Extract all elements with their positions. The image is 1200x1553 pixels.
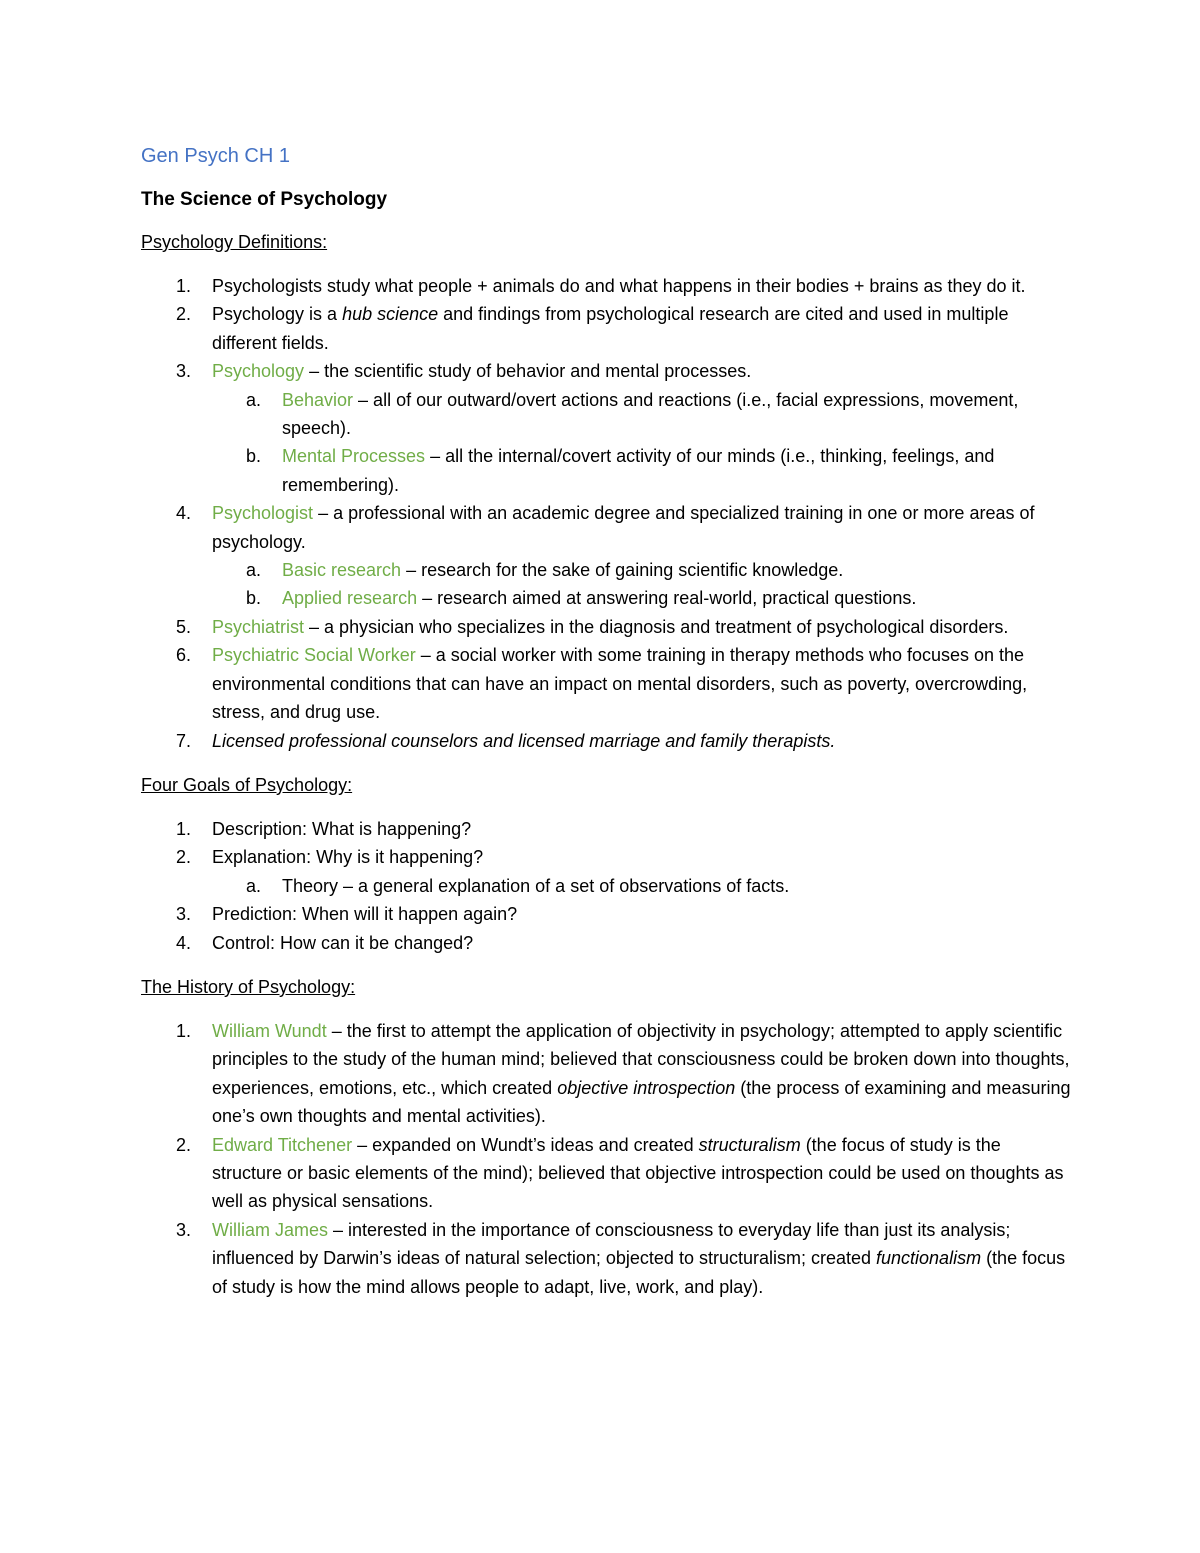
item-italic-term: hub science bbox=[342, 304, 439, 325]
item-text: – a physician who specializes in the diagnosis and treatment of psychological disorders. bbox=[304, 616, 1009, 637]
term-label: Psychology bbox=[212, 361, 305, 382]
list-number: 3. bbox=[176, 361, 192, 382]
list-item bbox=[141, 641, 1071, 726]
term-label: Psychiatrist bbox=[212, 616, 305, 637]
list-letter: a. bbox=[246, 389, 262, 410]
item-text: Prediction: When will it happen again? bbox=[212, 904, 518, 925]
list-item bbox=[141, 1017, 1071, 1131]
list-item bbox=[141, 357, 1071, 385]
list-number: 3. bbox=[176, 1219, 192, 1240]
term-label: Behavior bbox=[282, 389, 354, 410]
term-label: William James bbox=[212, 1219, 329, 1240]
term-label: Psychologist bbox=[212, 503, 314, 524]
list-item bbox=[141, 1216, 1071, 1301]
list-item bbox=[141, 300, 1071, 357]
term-label: Basic research bbox=[282, 560, 402, 581]
item-text: and findings from psychological research are cited and used in multiple different fields. bbox=[212, 304, 1009, 353]
list-number: 6. bbox=[176, 645, 192, 666]
item-text: – the scientific study of behavior and mental processes. bbox=[304, 361, 752, 382]
list-item bbox=[141, 815, 1071, 843]
list-item bbox=[141, 613, 1071, 641]
list-number: 7. bbox=[176, 730, 192, 751]
item-text: Control: How can it be changed? bbox=[212, 932, 474, 953]
document-page bbox=[141, 142, 1071, 1317]
item-text: Psychologists study what people + animals do and what happens in their bodies + brains as they do it. bbox=[212, 276, 1026, 296]
list-item bbox=[141, 499, 1071, 556]
list-item bbox=[141, 900, 1071, 928]
list-number: 1. bbox=[176, 276, 192, 296]
sub-list-item bbox=[141, 386, 1071, 443]
item-text: – interested in the importance of consciousness to everyday life than just its analysis; influenced by Darwin’s ideas of natural selection; objected to structuralism; created bbox=[212, 1219, 1011, 1269]
item-text: – the first to attempt the application of objectivity in psychology; attempted to apply scientific principles to the study of the human mind; believed that consciousness could be broken down into thoughts, experiences, emotions, etc., which created bbox=[212, 1020, 1070, 1098]
item-text: – all of our outward/overt actions and reactions (i.e., facial expressions, movement, speech). bbox=[282, 389, 1019, 439]
list-item bbox=[141, 843, 1071, 871]
section-heading-definitions: Psychology Definitions: bbox=[141, 232, 328, 252]
item-text: (the focus of study is the structure or basic elements of the mind); believed that objective introspection could be used on thoughts as well as physical sensations. bbox=[212, 1134, 1064, 1212]
sub-list-item bbox=[141, 556, 1071, 584]
item-text: – research for the sake of gaining scientific knowledge. bbox=[401, 560, 844, 581]
goals-list bbox=[141, 815, 1071, 957]
section-heading-four-goals: Four Goals of Psychology: bbox=[141, 774, 353, 795]
term-label: Mental Processes bbox=[282, 446, 426, 467]
list-letter: b. bbox=[246, 588, 262, 609]
item-text: – a social worker with some training in therapy methods who focuses on the environmental conditions that can have an impact on mental disorders, such as poverty, overcrowding, stress, and drug use. bbox=[212, 645, 1028, 723]
sub-list-item bbox=[141, 442, 1071, 499]
item-text: Theory – a general explanation of a set of observations of facts. bbox=[282, 875, 790, 896]
item-text: Explanation: Why is it happening? bbox=[212, 847, 484, 868]
item-text: Psychology is a bbox=[212, 304, 343, 325]
list-item bbox=[141, 1131, 1071, 1216]
list-letter: a. bbox=[246, 875, 262, 896]
list-letter: b. bbox=[246, 446, 262, 467]
document-title: Gen Psych CH 1 bbox=[141, 145, 290, 167]
item-text: – a professional with an academic degree and specialized training in one or more areas of psychology. bbox=[212, 503, 1035, 552]
term-label: Psychiatric Social Worker bbox=[212, 645, 416, 666]
list-number: 2. bbox=[176, 304, 192, 325]
list-number: 1. bbox=[176, 1020, 192, 1041]
section-heading-history: The History of Psychology: bbox=[141, 976, 356, 997]
definitions-list bbox=[141, 272, 1071, 755]
item-italic-text: Licensed professional counselors and licensed marriage and family therapists. bbox=[212, 730, 836, 751]
list-item bbox=[141, 929, 1071, 957]
list-number: 1. bbox=[176, 818, 192, 839]
list-item bbox=[141, 727, 1071, 755]
item-text: – research aimed at answering real-world, practical questions. bbox=[417, 588, 917, 609]
sub-list-item bbox=[141, 872, 1071, 900]
item-italic-term: functionalism bbox=[876, 1248, 982, 1269]
list-item bbox=[141, 272, 1071, 300]
document-subtitle: The Science of Psychology bbox=[141, 189, 388, 210]
list-number: 2. bbox=[176, 1134, 192, 1155]
item-italic-term: objective introspection bbox=[557, 1077, 736, 1098]
list-letter: a. bbox=[246, 560, 262, 581]
item-text: – all the internal/covert activity of our minds (i.e., thinking, feelings, and remembering). bbox=[282, 446, 995, 495]
term-label: Applied research bbox=[282, 588, 418, 609]
item-text: (the focus of study is how the mind allows people to adapt, live, work, and play). bbox=[212, 1248, 1066, 1297]
list-number: 4. bbox=[176, 503, 192, 524]
list-number: 3. bbox=[176, 904, 192, 925]
sub-list-item bbox=[141, 584, 1071, 612]
list-number: 4. bbox=[176, 932, 192, 953]
term-label: Edward Titchener bbox=[212, 1134, 353, 1155]
item-text: – expanded on Wundt’s ideas and created bbox=[352, 1134, 699, 1155]
list-number: 2. bbox=[176, 847, 192, 868]
term-label: William Wundt bbox=[212, 1020, 327, 1041]
list-number: 5. bbox=[176, 616, 192, 637]
item-text: (the process of examining and measuring one’s own thoughts and mental activities). bbox=[212, 1077, 1071, 1127]
history-list bbox=[141, 1017, 1071, 1301]
item-text: Description: What is happening? bbox=[212, 818, 472, 839]
item-italic-term: structuralism bbox=[698, 1134, 801, 1155]
